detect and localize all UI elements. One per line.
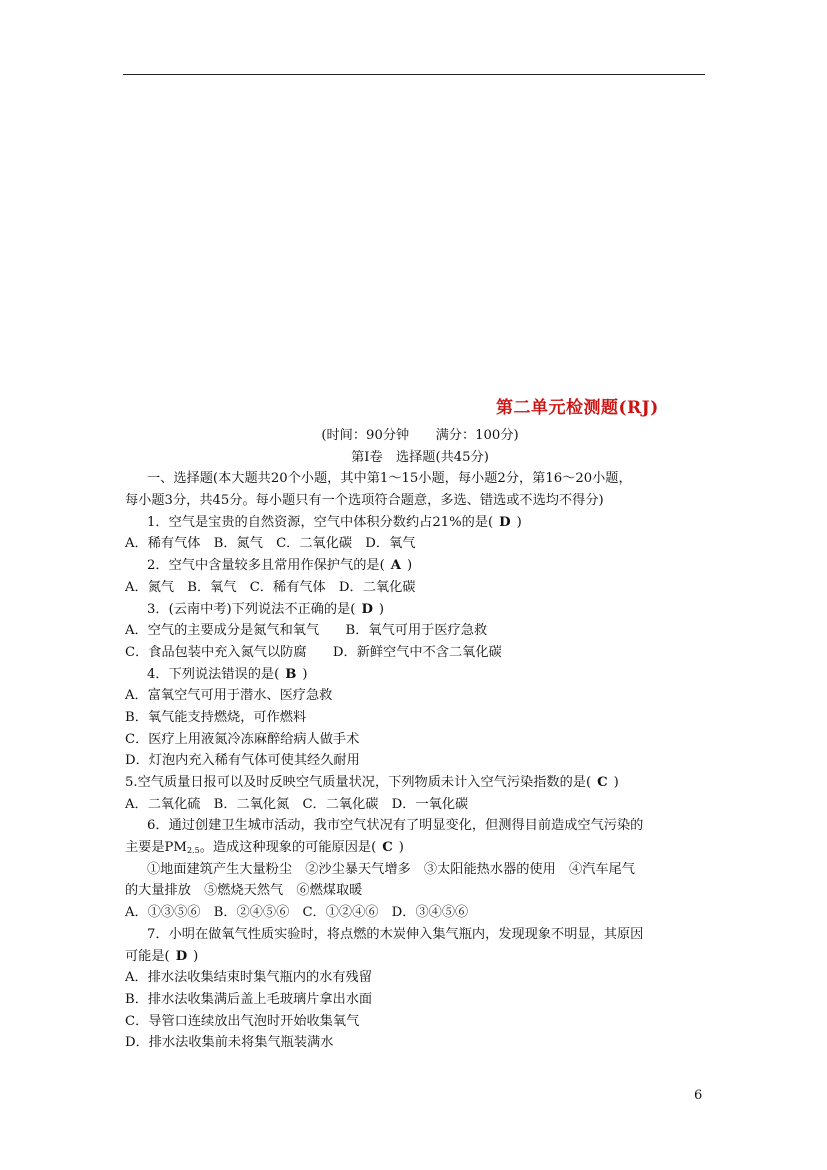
section-title: 第Ⅰ卷 选择题(共45分): [351, 449, 489, 465]
question-4-option-d: D．灯泡内充入稀有气体可使其经久耐用: [125, 753, 360, 769]
question-1-answer: D: [499, 514, 511, 530]
question-3-options-row-2: C．食品包装中充入氮气以防腐 D．新鲜空气中不含二氧化碳: [125, 644, 502, 660]
question-4-option-b: B．氧气能支持燃烧，可作燃料: [125, 709, 307, 725]
question-7-option-c: C．导管口连续放出气泡时开始收集氧气: [125, 1013, 360, 1029]
question-4-close: ): [302, 666, 308, 682]
question-6-close: ): [398, 840, 404, 856]
question-2-options: A．氮气 B．氧气 C．稀有气体 D．二氧化碳: [125, 579, 416, 595]
question-6-subscript: 2.5: [186, 846, 200, 856]
question-6-line-4: 的大量排放 ⑤燃烧天然气 ⑥燃煤取暖: [125, 883, 363, 899]
question-1-options: A．稀有气体 B．氮气 C．二氧化碳 D．氧气: [125, 536, 416, 552]
question-6-answer: C: [382, 840, 393, 856]
question-2-stem: 2．空气中含量较多且常用作保护气的是(: [147, 558, 385, 574]
question-3-answer: D: [361, 601, 373, 617]
header-rule: [123, 74, 705, 75]
question-7-line-1: 7．小明在做氧气性质实验时，将点燃的木炭伸入集气瓶内，发现现象不明显，其原因: [147, 926, 644, 942]
question-7-option-b: B．排水法收集满后盖上毛玻璃片拿出水面: [125, 991, 373, 1007]
instructions-line-1: 一、选择题(本大题共20个小题，其中第1～15小题，每小题2分，第16～20小题，: [147, 471, 632, 487]
question-7-close: ): [193, 948, 199, 964]
question-6-stem-end: 。造成这种现象的可能原因是(: [199, 840, 377, 856]
question-4-stem: 4．下列说法错误的是(: [147, 666, 280, 682]
exam-content: [125, 425, 715, 1054]
question-1: [125, 512, 715, 534]
page-number: 6: [694, 1088, 703, 1103]
question-5-stem: 5.空气质量日报可以及时反映空气质量状况，下列物质未计入空气污染指数的是(: [125, 775, 592, 790]
question-3-close: ): [378, 601, 385, 617]
question-6-options: A．①③⑤⑥ B．②④⑤⑥ C．①②④⑥ D．③④⑤⑥: [125, 905, 469, 921]
question-1-close: ): [516, 514, 522, 530]
question-7-answer: D: [175, 948, 188, 964]
question-6-line-1: 6．通过创建卫生城市活动，我市空气状况有了明显变化，但测得目前造成空气污染的: [147, 818, 644, 834]
question-7-line-2: [125, 946, 715, 968]
question-4: [125, 664, 715, 686]
instructions-line-2: 每小题3分，共45分。每小题只有一个选项符合题意，多选、错选或不选均不得分): [125, 493, 604, 509]
question-2-close: ): [406, 558, 413, 574]
question-7-stem: 可能是(: [125, 948, 170, 964]
question-5-close: ): [613, 775, 619, 790]
question-7-option-a: A．排水法收集结束时集气瓶内的水有残留: [125, 970, 372, 986]
question-3-options-row-1: A．空气的主要成分是氮气和氧气 B．氧气可用于医疗急救: [125, 623, 488, 639]
document-title: 第二单元检测题(RJ): [496, 398, 659, 418]
question-6-line-3: ①地面建筑产生大量粉尘 ②沙尘暴天气增多 ③太阳能热水器的使用 ④汽车尾气: [147, 861, 635, 877]
question-5: [125, 772, 715, 794]
question-3: [125, 599, 715, 621]
question-5-answer: C: [597, 775, 608, 790]
question-2: [125, 555, 715, 577]
question-4-option-a: A．富氧空气可用于潜水、医疗急救: [125, 688, 333, 704]
question-6-line-2: [125, 837, 715, 859]
question-2-answer: A: [390, 558, 401, 574]
exam-meta: (时间：90分钟 满分：100分): [321, 428, 519, 443]
question-6-stem: 主要是PM: [125, 840, 187, 856]
question-5-options: A．二氧化硫 B．二氧化氮 C．二氧化碳 D．一氧化碳: [125, 796, 469, 812]
question-4-answer: B: [285, 666, 297, 682]
question-1-stem: 1．空气是宝贵的自然资源，空气中体积分数约占21%的是(: [147, 514, 494, 530]
question-7-option-d: D．排水法收集前未将集气瓶装满水: [125, 1035, 334, 1051]
question-3-stem: 3．(云南中考)下列说法不正确的是(: [147, 601, 356, 617]
question-4-option-c: C．医疗上用液氮冷冻麻醉给病人做手术: [125, 731, 360, 747]
